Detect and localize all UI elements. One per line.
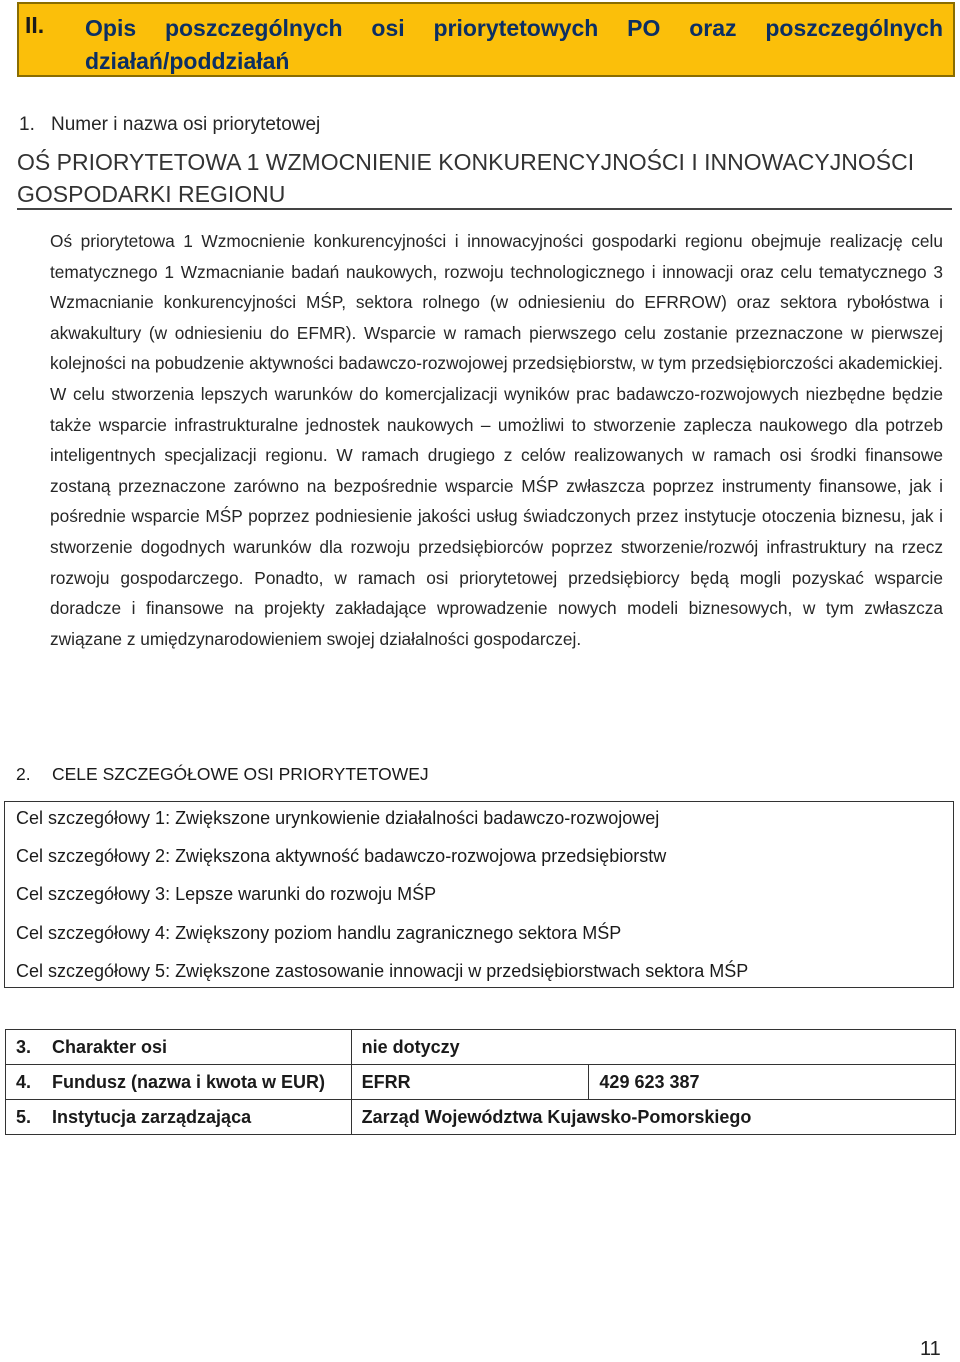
- row-label: Fundusz (nazwa i kwota w EUR): [52, 1071, 326, 1092]
- axis-number: 1.: [19, 114, 35, 135]
- row-label-cell: [6, 1100, 352, 1135]
- goal-2: Cel szczegółowy 2: Zwiększona aktywność badawczo-rozwojowa przedsiębiorstw: [16, 846, 667, 866]
- row-number: 5.: [16, 1106, 32, 1127]
- page-number: 11: [920, 1338, 941, 1360]
- table-row: [6, 1030, 956, 1065]
- table-row: [6, 1100, 956, 1135]
- section-title: Opis poszczególnych osi priorytetowych PO oraz poszczególnych działań/poddziałań: [85, 15, 943, 74]
- row-value: nie dotyczy: [351, 1030, 955, 1065]
- row-label-cell: [6, 1030, 352, 1065]
- section-header: [17, 2, 955, 77]
- axis-number-heading: [19, 114, 320, 136]
- goal-1: Cel szczegółowy 1: Zwiększone urynkowienie działalności badawczo-rozwojowej: [16, 808, 660, 828]
- section-number: II.: [25, 12, 45, 38]
- row-number: 4.: [16, 1071, 32, 1092]
- goal-5: Cel szczegółowy 5: Zwiększone zastosowanie innowacji w przedsiębiorstwach sektora MŚP: [16, 961, 749, 981]
- row-label: Instytucja zarządzająca: [52, 1106, 252, 1127]
- row-amount: 429 623 387: [589, 1065, 956, 1100]
- row-value: Zarząd Województwa Kujawsko-Pomorskiego: [351, 1100, 955, 1135]
- table-row: [6, 1065, 956, 1100]
- goal-4: Cel szczegółowy 4: Zwiększony poziom handlu zagranicznego sektora MŚP: [16, 923, 622, 943]
- axis-description: Oś priorytetowa 1 Wzmocnienie konkurencyjności i innowacyjności gospodarki regionu obejmuje realizację celu tematycznego 1 Wzmacnianie badań naukowych, rozwoju technologicznego i innowacji oraz celu tematycznego 3 Wzmacnianie konkurencyjności MŚP, sektora rolnego (w odniesieniu do EFRROW) oraz sektora rybołóstwa i akwakultury (w odniesieniu do EFMR). Wsparcie w ramach pierwszego celu zostanie przeznaczone w pierwszej kolejności na pobudzenie aktywności badawczo-rozwojowej przedsiębiorstw, w tym przedsiębiorczości akademickiej. W celu stworzenia lepszych warunków do komercjalizacji wyników prac badawczo-rozwojowych niezbędne będzie także wsparcie infrastrukturalne jednostek naukowych – umożliwi to stworzenie zaplecza naukowego dla potrzeb inteligentnych specjalizacji regionu. W ramach drugiego z celów realizowanych w ramach osi środki finansowe zostaną przeznaczone zarówno na bezpośrednie wsparcie MŚP zwłaszcza poprzez instrumenty finansowe, jak i pośrednie wsparcie MŚP poprzez podniesienie jakości usług świadczonych przez instytucje otoczenia biznesu, jak i stworzenie dogodnych warunków dla rozwoju przedsiębiorców poprzez stworzenie/rozwój infrastruktury na rzecz rozwoju gospodarczego. Ponadto, w ramach osi priorytetowej przedsiębiorcy będą mogli pozyskać wsparcie doradcze i finansowe na projekty zakładające wprowadzenie nowych modeli biznesowych, w tym zwłaszcza związane z umiędzynarodowieniem swojej działalności gospodarczej.: [50, 231, 943, 649]
- row-number: 3.: [16, 1036, 32, 1057]
- goals-box: [4, 801, 954, 988]
- row-label: Charakter osi: [52, 1036, 168, 1057]
- goals-heading-number: 2.: [16, 764, 31, 784]
- info-table: [5, 1029, 956, 1135]
- row-label-cell: [6, 1065, 352, 1100]
- axis-title: OŚ PRIORYTETOWA 1 WZMOCNIENIE KONKURENCYJNOŚCI I INNOWACYJNOŚCI GOSPODARKI REGIONU: [17, 146, 952, 210]
- goals-heading: [16, 764, 429, 785]
- axis-number-label: Numer i nazwa osi priorytetowej: [51, 114, 321, 135]
- goals-heading-title: CELE SZCZEGÓŁOWE OSI PRIORYTETOWEJ: [52, 764, 429, 784]
- row-value: EFRR: [351, 1065, 589, 1100]
- goal-3: Cel szczegółowy 3: Lepsze warunki do rozwoju MŚP: [16, 884, 437, 904]
